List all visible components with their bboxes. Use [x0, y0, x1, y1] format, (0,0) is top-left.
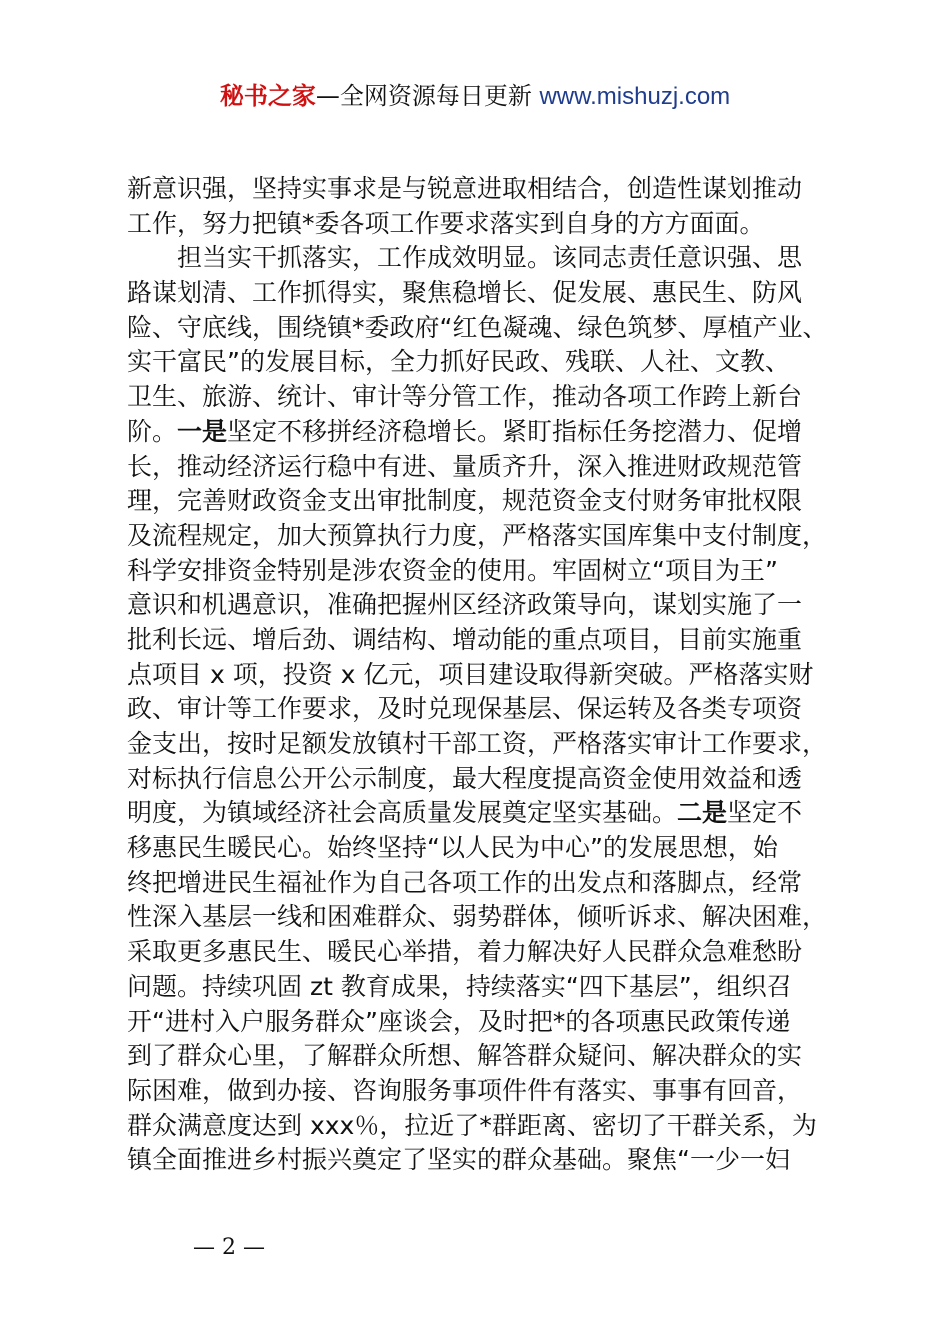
body-line: 实干富民”的发展目标，全力抓好民政、残联、人社、文教、	[127, 347, 790, 377]
page-number: — 2 —	[193, 1235, 265, 1260]
body-line: 工作，努力把镇*委各项工作要求落实到自身的方方面面。	[127, 208, 765, 238]
body-line: 采取更多惠民生、暖民心举措，着力解决好人民群众急难愁盼	[127, 937, 803, 967]
body-line: 群众满意度达到 xxx％，拉近了*群距离、密切了干群关系，为	[127, 1110, 817, 1140]
body-line: 及流程规定，加大预算执行力度，严格落实国库集中支付制度，	[127, 520, 828, 550]
body-line-paragraph-start: 担当实干抓落实，工作成效明显。该同志责任意识强、思	[177, 243, 803, 273]
body-line: 到了群众心里，了解群众所想、解答群众疑问、解决群众的实	[127, 1041, 803, 1071]
body-line: 险、守底线，围绕镇*委政府“红色凝魂、绿色筑梦、厚植产业、	[127, 312, 828, 342]
body-line-with-bold	[127, 796, 837, 831]
bold-marker-first: 一是	[177, 416, 228, 446]
body-line: 终把增进民生福祉作为自己各项工作的出发点和落脚点，经常	[127, 867, 803, 897]
body-line: 路谋划清、工作抓得实，聚焦稳增长、促发展、惠民生、防风	[127, 278, 803, 308]
body-line: 科学安排资金特别是涉农资金的使用。牢固树立“项目为王”	[127, 555, 778, 585]
body-line: 问题。持续巩固 zt 教育成果，持续落实“四下基层”，组织召	[127, 971, 792, 1001]
banner-separator: —	[315, 82, 340, 110]
body-line-text: 坚定不移拼经济稳增长。紧盯指标任务挖潜力、促增	[227, 416, 803, 446]
body-line-text: 坚定不	[727, 798, 803, 828]
body-line: 理，完善财政资金支出审批制度，规范资金支付财务审批权限	[127, 486, 803, 516]
body-line: 开“进村入户服务群众”座谈会，及时把*的各项惠民政策传递	[127, 1006, 791, 1036]
body-line: 镇全面推进乡村振兴奠定了坚实的群众基础。聚焦“一少一妇	[127, 1145, 790, 1175]
body-line: 对标执行信息公开公示制度，最大程度提高资金使用效益和透	[127, 763, 803, 793]
body-line: 意识和机遇意识，准确把握州区经济政策导向，谋划实施了一	[127, 590, 803, 620]
body-line: 金支出，按时足额发放镇村干部工资，严格落实审计工作要求，	[127, 729, 828, 758]
site-banner	[0, 78, 950, 115]
body-line-text: 明度，为镇域经济社会高质量发展奠定坚实基础。	[127, 798, 678, 828]
body-line: 移惠民生暖民心。始终坚持“以人民为中心”的发展思想，始	[127, 833, 778, 863]
banner-brand: 秘书之家	[219, 82, 316, 110]
body-line: 卫生、旅游、统计、审计等分管工作，推动各项工作跨上新台	[127, 382, 803, 412]
body-line: 性深入基层一线和困难群众、弱势群体，倾听诉求、解决困难，	[127, 902, 828, 932]
body-line: 批利长远、增后劲、调结构、增动能的重点项目，目前实施重	[127, 624, 803, 654]
body-line-with-bold	[127, 415, 837, 450]
bold-marker-second: 二是	[677, 798, 728, 828]
banner-url[interactable]: www.mishuzj.com	[539, 83, 731, 110]
body-line-text: 阶。	[127, 416, 178, 446]
body-line: 际困难，做到办接、咨询服务事项件件有落实、事事有回音，	[127, 1075, 803, 1105]
body-line: 政、审计等工作要求，及时兑现保基层、保运转及各类专项资	[127, 694, 803, 724]
body-line: 新意识强，坚持实事求是与锐意进取相结合，创造性谋划推动	[127, 174, 803, 203]
banner-tagline: 全网资源每日更新	[339, 82, 540, 110]
document-body	[127, 172, 837, 1178]
body-line: 点项目 x 项，投资 x 亿元，项目建设取得新突破。严格落实财	[127, 659, 814, 689]
body-line: 长，推动经济运行稳中有进、量质齐升，深入推进财政规范管	[127, 451, 803, 481]
